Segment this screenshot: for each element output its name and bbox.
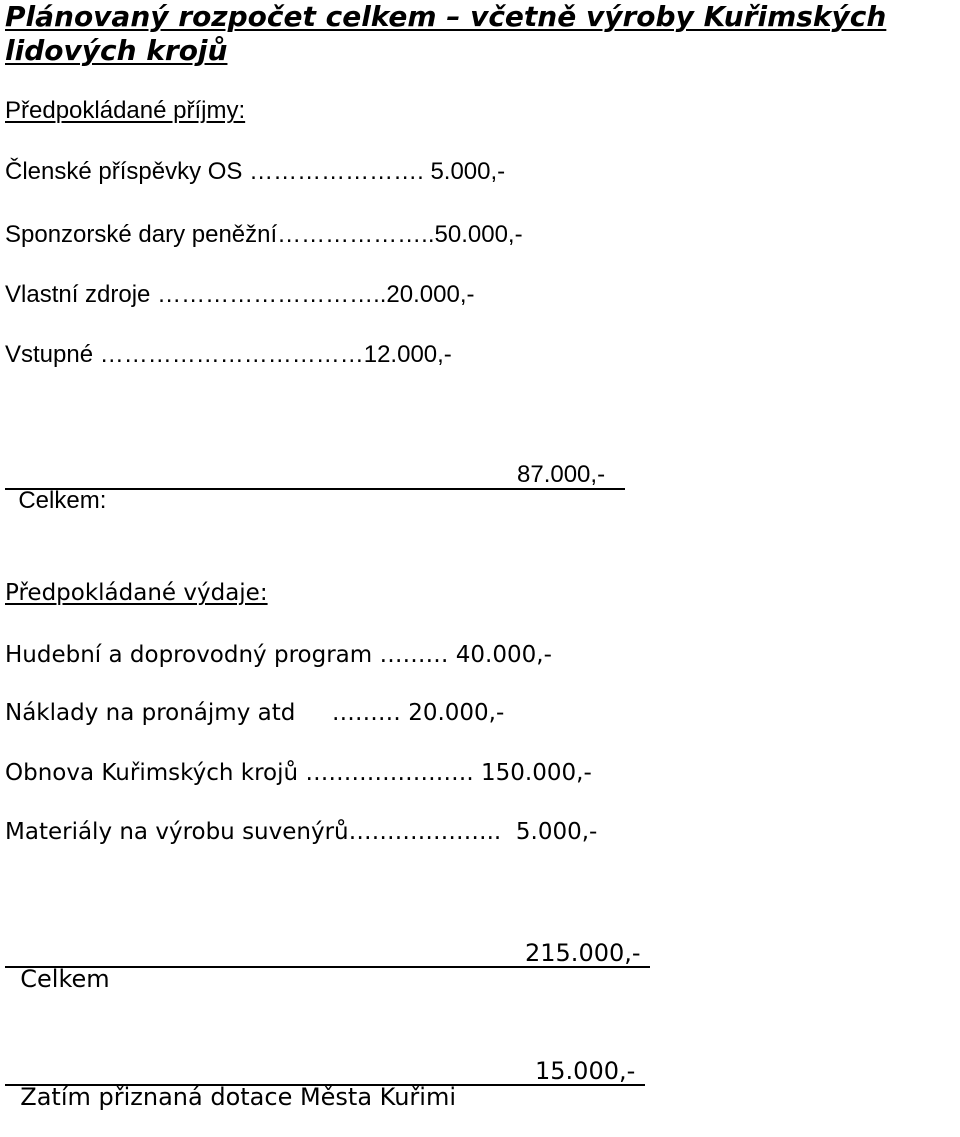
expense-item-dots: ……………….. bbox=[348, 819, 509, 845]
income-heading: Předpokládané příjmy: bbox=[5, 97, 246, 124]
income-item bbox=[5, 340, 452, 370]
income-item-dots: …………………. bbox=[249, 158, 431, 185]
expense-item-amount: 150.000,- bbox=[481, 760, 592, 786]
income-item-dots: …………………………… bbox=[99, 341, 364, 368]
expense-item-amount: 20.000,- bbox=[400, 700, 505, 726]
expenses-total-label: Celkem bbox=[20, 965, 110, 993]
income-item-amount: 12.000,- bbox=[363, 341, 452, 368]
income-item-amount: 5.000,- bbox=[430, 158, 506, 185]
expenses-total-amount: 215.000,- bbox=[525, 939, 641, 967]
income-item-label: Vlastní zdroje bbox=[5, 281, 158, 308]
grant-row bbox=[5, 1057, 645, 1111]
income-item bbox=[5, 157, 505, 187]
expense-item-dots: ……… bbox=[379, 642, 449, 668]
income-total-label: Celkem: bbox=[18, 487, 107, 514]
grant-label: Zatím přiznaná dotace Města Kuřimi bbox=[20, 1083, 457, 1111]
expense-item-amount: 40.000,- bbox=[448, 642, 552, 668]
income-item-dots: ……………….. bbox=[277, 221, 435, 248]
expense-item-amount: 5.000,- bbox=[508, 819, 598, 845]
page-title: Plánovaný rozpočet celkem – včetně výroby Kuřimských lidových krojů bbox=[5, 0, 887, 67]
income-item bbox=[5, 280, 475, 310]
expense-item-label: Obnova Kuřimských krojů bbox=[5, 760, 306, 786]
income-item bbox=[5, 220, 523, 250]
expense-item-label: Hudební a doprovodný program bbox=[5, 642, 380, 668]
expense-item bbox=[5, 640, 552, 670]
expenses-total-row bbox=[5, 939, 650, 993]
income-total-amount: 87.000,- bbox=[517, 461, 606, 488]
expense-item bbox=[5, 758, 592, 788]
expense-item bbox=[5, 817, 597, 847]
grant-amount: 15.000,- bbox=[535, 1057, 636, 1085]
income-item-amount: 20.000,- bbox=[386, 281, 475, 308]
expense-item-label: Náklady na pronájmy atd bbox=[5, 700, 332, 726]
income-item-label: Sponzorské dary peněžní bbox=[5, 221, 278, 248]
expense-item-dots: ……… bbox=[331, 700, 401, 726]
expense-item bbox=[5, 698, 504, 728]
expense-item-dots: …………………. bbox=[305, 760, 482, 786]
income-item-amount: 50.000,- bbox=[434, 221, 523, 248]
income-item-dots: ……………………….. bbox=[157, 281, 387, 308]
expense-item-label: Materiály na výrobu suvenýrů bbox=[5, 819, 349, 845]
income-item-label: Členské příspěvky OS bbox=[5, 158, 250, 185]
income-total-row bbox=[5, 461, 625, 514]
expenses-heading: Předpokládané výdaje: bbox=[5, 580, 268, 606]
income-item-label: Vstupné bbox=[5, 341, 100, 368]
